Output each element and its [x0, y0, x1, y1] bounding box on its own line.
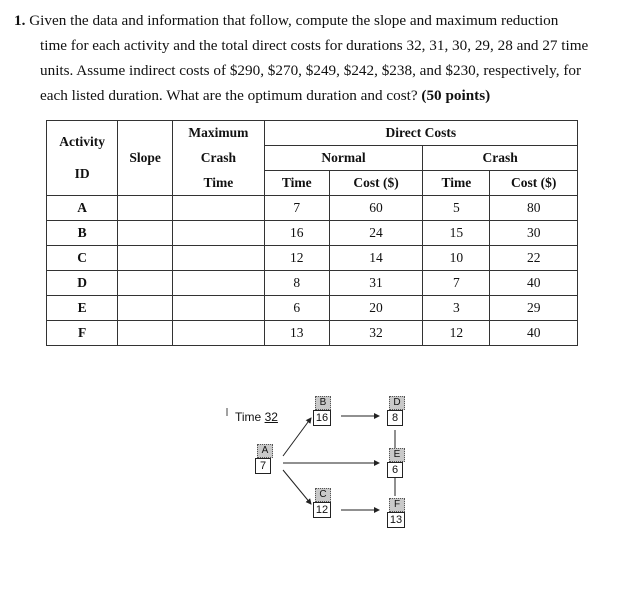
header-crash-cost: Cost ($) — [490, 171, 578, 196]
table-row — [47, 246, 578, 271]
table-row — [47, 221, 578, 246]
normal-time: 8 — [264, 271, 329, 296]
activity-id: D — [47, 271, 118, 296]
max-crash-time-cell — [173, 196, 265, 221]
normal-time: 13 — [264, 321, 329, 346]
header-slope: Slope — [118, 121, 173, 196]
max-crash-time-cell — [173, 221, 265, 246]
normal-cost: 14 — [329, 246, 423, 271]
normal-cost: 20 — [329, 296, 423, 321]
crash-time: 15 — [423, 221, 490, 246]
crash-cost: 30 — [490, 221, 578, 246]
node-a-duration: 7 — [255, 458, 271, 474]
table-row — [47, 296, 578, 321]
slope-cell — [118, 271, 173, 296]
header-normal-time: Time — [264, 171, 329, 196]
normal-time: 6 — [264, 296, 329, 321]
crash-time: 5 — [423, 196, 490, 221]
question-line-1: 1. Given the data and information that follow, compute the slope and maximum reduction — [14, 12, 559, 29]
crash-cost: 40 — [490, 271, 578, 296]
node-a — [255, 444, 273, 474]
node-e-duration: 6 — [387, 462, 403, 478]
normal-cost: 24 — [329, 221, 423, 246]
node-d-duration: 8 — [387, 410, 403, 426]
crash-cost: 22 — [490, 246, 578, 271]
normal-time: 7 — [264, 196, 329, 221]
crash-cost: 80 — [490, 196, 578, 221]
header-max-1: Maximum — [173, 121, 265, 146]
activity-id: A — [47, 196, 118, 221]
max-crash-time-cell — [173, 321, 265, 346]
question-line-4: each listed duration. What are the optimum duration and cost? (50 points) — [40, 87, 491, 104]
node-d — [387, 396, 405, 426]
crash-time: 3 — [423, 296, 490, 321]
time-value: 32 — [264, 410, 278, 424]
header-direct-costs: Direct Costs — [264, 121, 577, 146]
node-b-duration: 16 — [313, 410, 331, 426]
node-f-letter: F — [389, 498, 405, 512]
node-b — [313, 396, 331, 426]
activity-id: E — [47, 296, 118, 321]
cost-table — [46, 120, 578, 346]
slope-cell — [118, 321, 173, 346]
node-e-letter: E — [389, 448, 405, 462]
slope-cell — [118, 221, 173, 246]
normal-time: 12 — [264, 246, 329, 271]
crash-time: 12 — [423, 321, 490, 346]
crash-time: 10 — [423, 246, 490, 271]
table-row — [47, 321, 578, 346]
slope-cell — [118, 196, 173, 221]
slope-cell — [118, 246, 173, 271]
crash-time: 7 — [423, 271, 490, 296]
max-crash-time-cell — [173, 246, 265, 271]
node-e — [387, 448, 405, 478]
header-max-2: Crash — [173, 146, 265, 171]
time-label: Time 32 — [235, 410, 278, 424]
arrow-a-b — [283, 418, 311, 456]
activity-id: F — [47, 321, 118, 346]
header-max-3: Time — [173, 171, 265, 196]
header-normal-cost: Cost ($) — [329, 171, 423, 196]
max-crash-time-cell — [173, 296, 265, 321]
activity-id: C — [47, 246, 118, 271]
node-d-letter: D — [389, 396, 405, 410]
question-line-3: units. Assume indirect costs of $290, $270, $249, $242, $238, and $230, respectively, for — [40, 62, 582, 79]
crash-cost: 40 — [490, 321, 578, 346]
arrow-a-c — [283, 470, 311, 504]
activity-id: B — [47, 221, 118, 246]
table-body — [47, 196, 578, 346]
crash-cost: 29 — [490, 296, 578, 321]
max-crash-time-cell — [173, 271, 265, 296]
header-normal: Normal — [264, 146, 423, 171]
node-b-letter: B — [315, 396, 331, 410]
node-c-letter: C — [315, 488, 331, 502]
network-diagram — [225, 388, 425, 548]
header-activity: Activity ID — [47, 121, 118, 196]
table-row — [47, 271, 578, 296]
question-text — [14, 8, 624, 108]
node-c — [313, 488, 331, 518]
header-crash: Crash — [423, 146, 578, 171]
node-f — [387, 498, 405, 528]
normal-cost: 60 — [329, 196, 423, 221]
question-line-2: time for each activity and the total direct costs for durations 32, 31, 30, 29, 28 and 27 time — [40, 37, 589, 54]
normal-cost: 31 — [329, 271, 423, 296]
question-points: (50 points) — [421, 87, 491, 104]
node-c-duration: 12 — [313, 502, 331, 518]
normal-time: 16 — [264, 221, 329, 246]
node-f-duration: 13 — [387, 512, 405, 528]
normal-cost: 32 — [329, 321, 423, 346]
table-row — [47, 196, 578, 221]
header-crash-time: Time — [423, 171, 490, 196]
node-a-letter: A — [257, 444, 273, 458]
question-number: 1. — [14, 12, 26, 29]
slope-cell — [118, 296, 173, 321]
